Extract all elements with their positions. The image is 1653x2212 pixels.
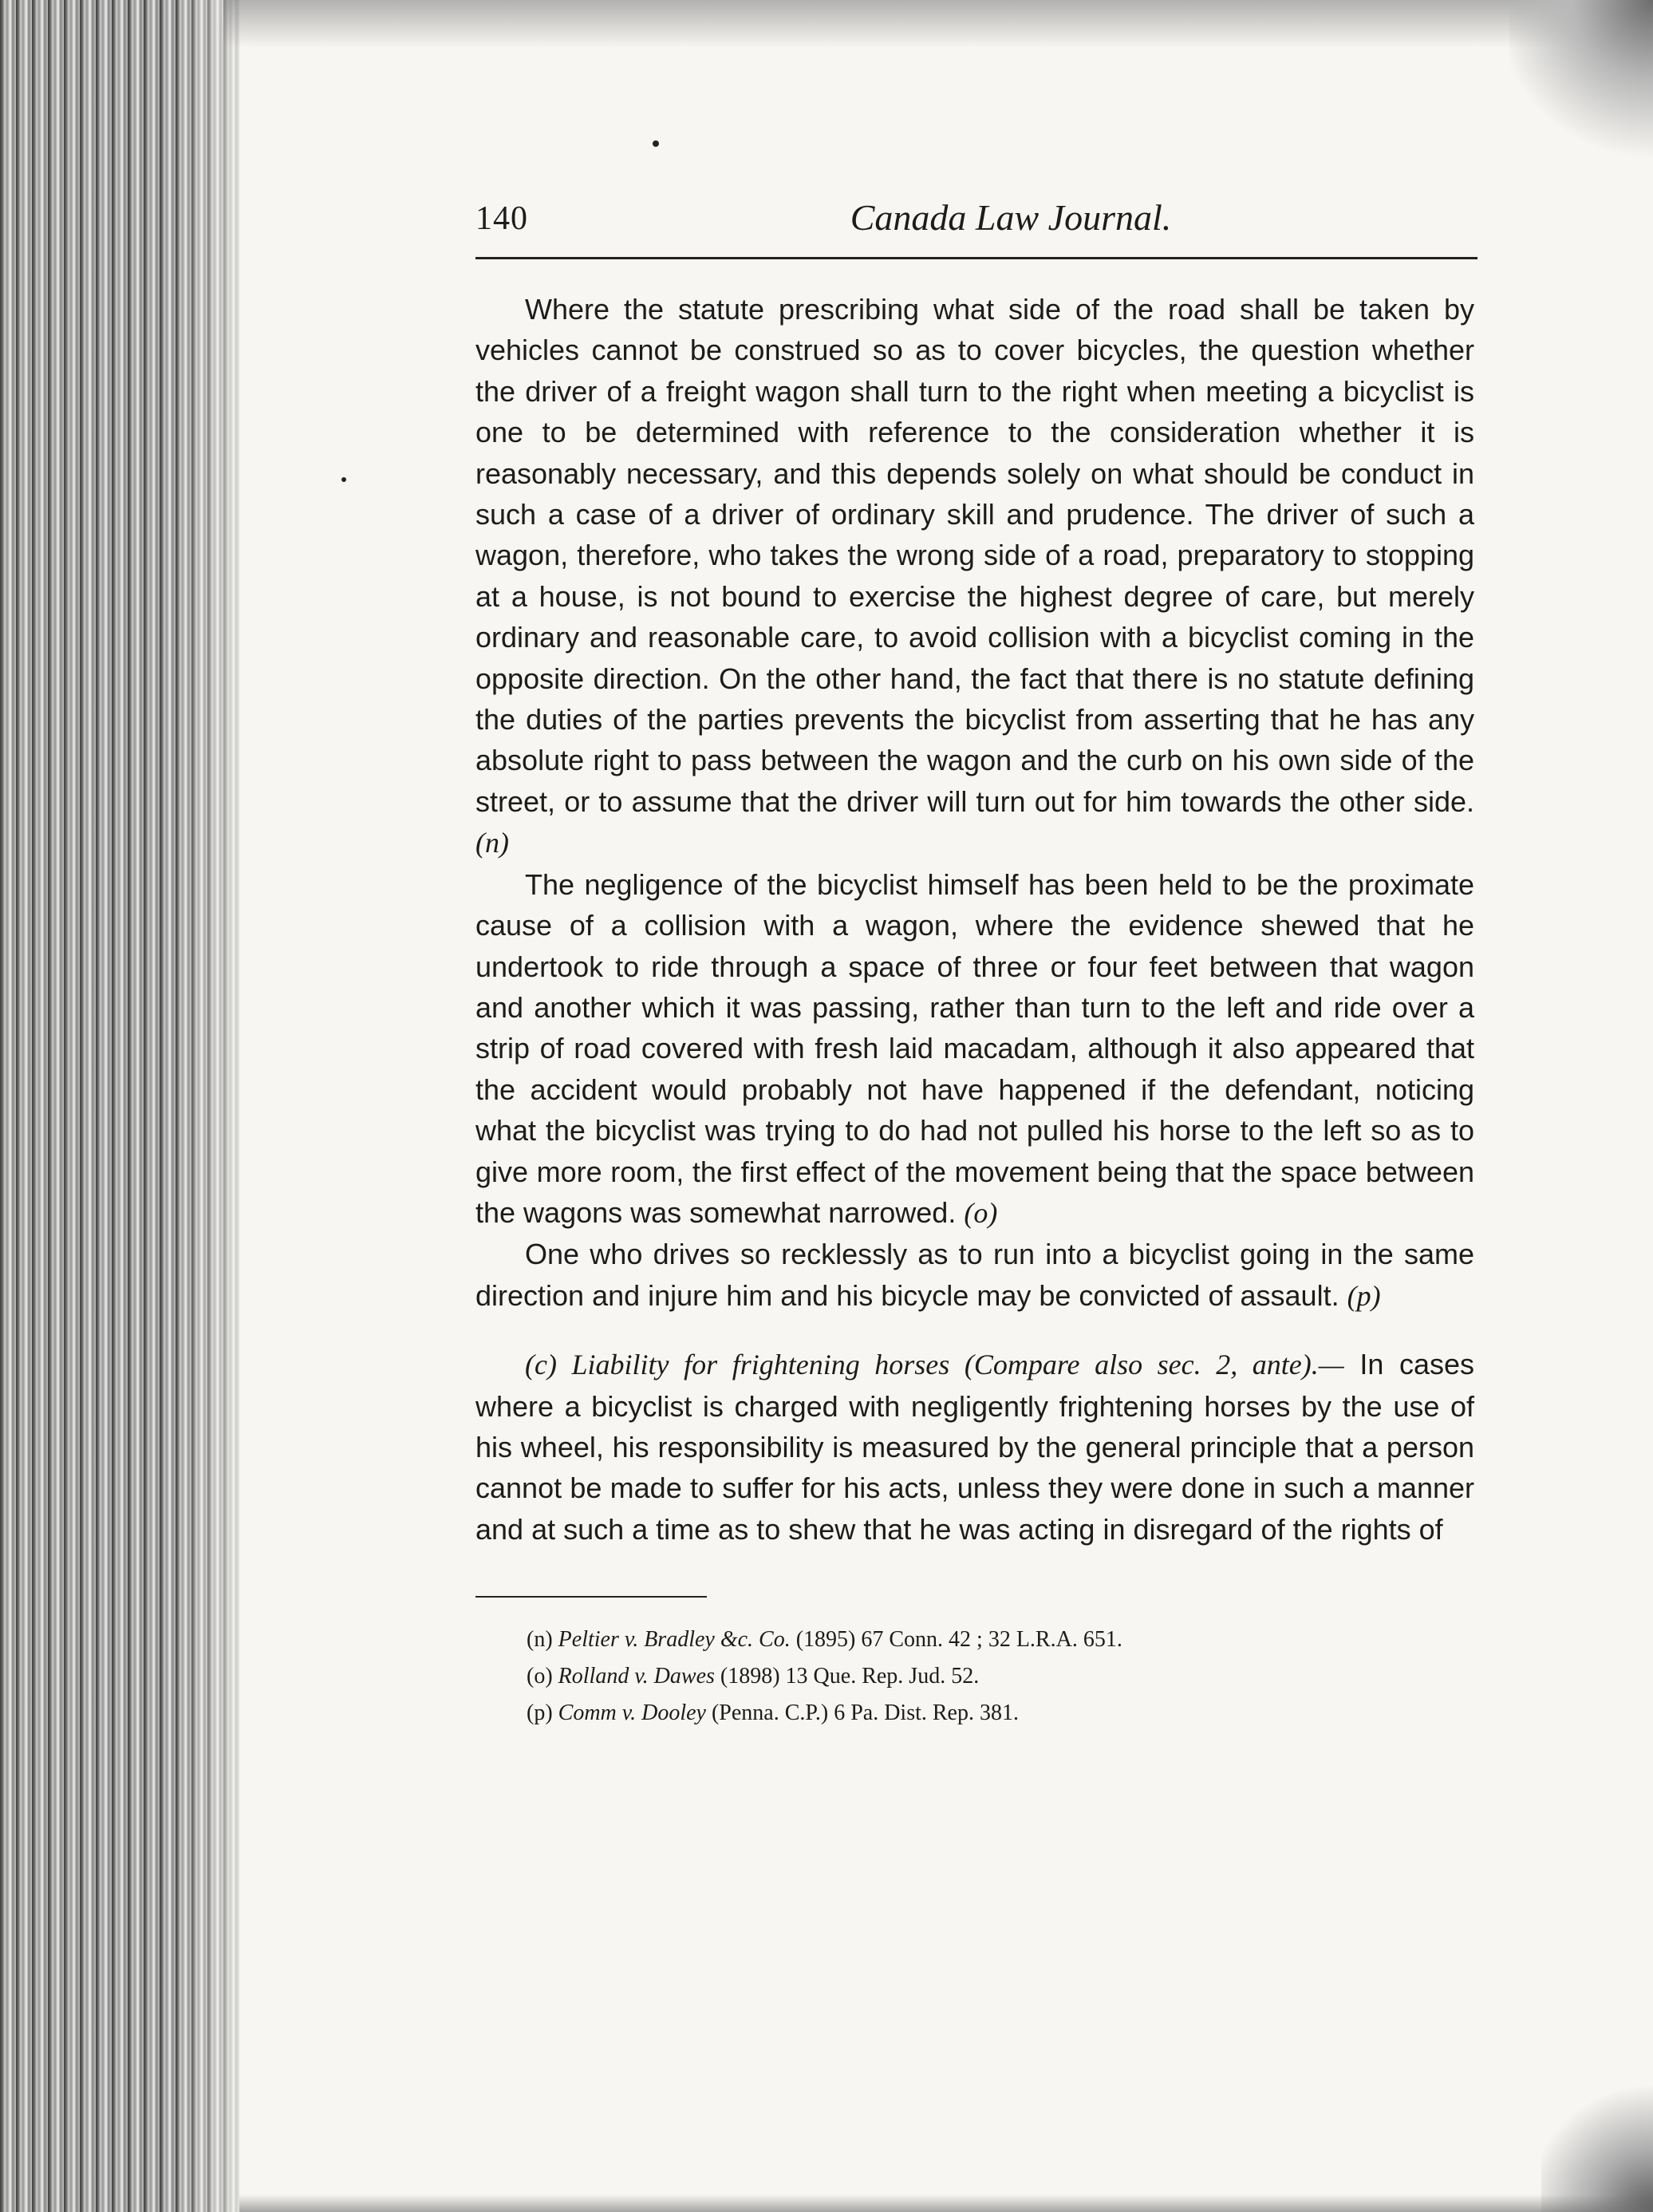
section-c-paragraph: (c) Liability for frightening horses (Compare also sec. 2, ante).— In cases where a bicyclist is charged with negligently frightening horses by the use of his wheel, his responsibility is measured by the general principle that a person cannot be made to suffer for his acts, unless they were done in such a manner and at such a time as to shew that he was acting in disregard of the rights of	[475, 1348, 1474, 1546]
footnote-ref: (p)	[1347, 1279, 1381, 1312]
ink-speck	[653, 140, 659, 147]
paragraph: The negligence of the bicyclist himself has been held to be the proximate cause of a collision with a wagon, where the evidence shewed that he undertook to ride through a space of three or four feet between that wagon and another which it was passing, rather than turn to the left and ride over a strip of road covered with fresh laid macadam, although it also appeared that the accident would probably not have happened if the defendant, noticing what the bicyclist was trying to do had not pulled his horse to the left so as to give more room, the first effect of the movement being that the space between the wagons was somewhat narrowed. (o)	[475, 867, 1474, 1229]
section-heading: (c) Liability for frightening horses (Compare also sec. 2, ante).—	[525, 1349, 1344, 1381]
top-page-edge	[223, 0, 1653, 48]
book-page	[475, 199, 1474, 1732]
footnote-ref: (o)	[964, 1196, 998, 1229]
footnotes	[475, 1621, 1474, 1732]
body-text	[475, 289, 1474, 1550]
header-rule	[475, 257, 1477, 259]
citation: (Penna. C.P.) 6 Pa. Dist. Rep. 381.	[711, 1700, 1019, 1726]
case-name: Peltier v. Bradley &c. Co.	[558, 1627, 791, 1653]
citation: (1895) 67 Conn. 42 ; 32 L.R.A. 651.	[795, 1627, 1122, 1653]
paragraph: Where the statute prescribing what side of the road shall be taken by vehicles cannot be construed so as to cover bicycles, the question whether the driver of a freight wagon shall turn to the right when meeting a bicyclist is one to be determined with reference to the consideration whether it is reasonably necessary, and this depends solely on what should be conduct in such a case of a driver of ordinary skill and prudence. The driver of such a wagon, therefore, who takes the wrong side of a road, preparatory to stopping at a house, is not bound to exercise the highest degree of care, but merely ordinary and reasonable care, to avoid collision with a bicyclist coming in the opposite direction. On the other hand, the fact that there is no statute defining the duties of the parties prevents the bicyclist from asserting that he has any absolute right to pass between the wagon and the curb on his own side of the street, or to assume that the driver will turn out for him towards the other side. (n)	[475, 293, 1474, 859]
citation: (1898) 13 Que. Rep. Jud. 52.	[720, 1664, 980, 1689]
top-right-corner-shadow	[1509, 0, 1653, 176]
footnote: (p) Comm v. Dooley (Penna. C.P.) 6 Pa. Dist. Rep. 381.	[527, 1700, 1019, 1726]
paragraph: One who drives so recklessly as to run into a bicyclist going in the same direction and injure him and his bicycle may be convicted of assault. (p)	[475, 1238, 1474, 1312]
footnote-rule	[475, 1596, 707, 1598]
bottom-page-edge	[239, 2194, 1653, 2212]
page-header	[475, 199, 1474, 259]
spine-fade	[176, 0, 271, 2212]
case-name: Comm v. Dooley	[558, 1700, 706, 1726]
running-title: Canada Law Journal.	[850, 197, 1172, 238]
ink-speck	[341, 477, 346, 482]
footnote-ref: (n)	[475, 827, 509, 859]
bottom-right-corner-shadow	[1541, 2068, 1653, 2212]
page-number: 140	[475, 200, 528, 237]
footnote: (o) Rolland v. Dawes (1898) 13 Que. Rep. Jud. 52.	[527, 1664, 980, 1689]
footnote: (n) Peltier v. Bradley &c. Co. (1895) 67 Conn. 42 ; 32 L.R.A. 651.	[527, 1627, 1122, 1653]
case-name: Rolland v. Dawes	[558, 1664, 715, 1689]
